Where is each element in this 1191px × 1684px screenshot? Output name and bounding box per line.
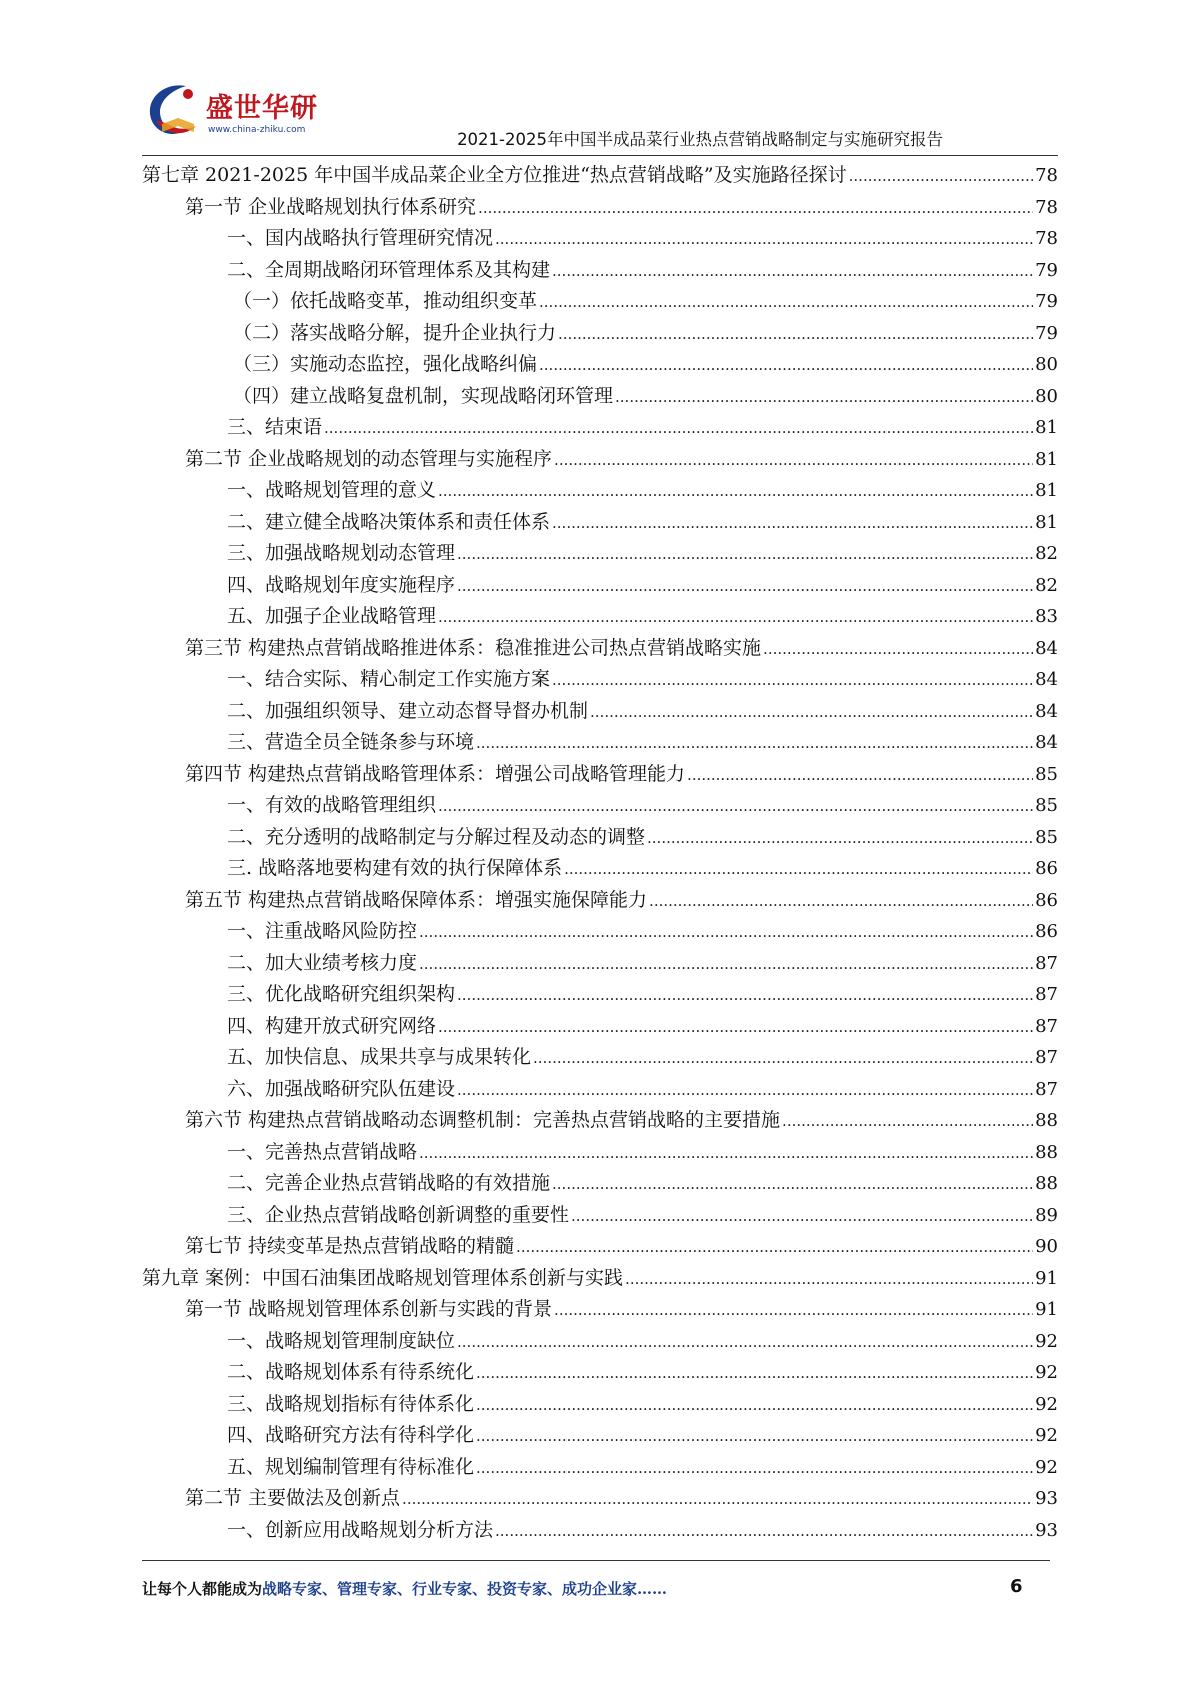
toc-entry[interactable] — [142, 412, 1058, 444]
toc-entry-title: （三）实施动态监控，强化战略纠偏 — [233, 353, 538, 375]
toc-entry-title: 五、规划编制管理有待标准化 — [227, 1455, 475, 1478]
toc-entry[interactable] — [142, 790, 1058, 822]
toc-entry-title: （二）落实战略分解，提升企业执行力 — [233, 321, 557, 344]
toc-leader-dots — [558, 319, 1033, 351]
toc-leader-dots — [438, 602, 1033, 634]
toc-entry-page: 84 — [1035, 637, 1058, 659]
page-number: 6 — [1010, 1576, 1023, 1597]
toc-leader-dots — [495, 1516, 1033, 1548]
toc-leader-dots — [615, 382, 1033, 414]
toc-entry-title: 四、战略规划年度实施程序 — [227, 573, 456, 596]
logo-name: 盛世华研 — [206, 93, 318, 124]
page-header — [0, 0, 1191, 160]
toc-entry-page: 86 — [1035, 889, 1058, 911]
toc-entry-page: 92 — [1035, 1330, 1058, 1352]
header-divider — [142, 155, 1058, 156]
toc-leader-dots — [552, 508, 1033, 540]
toc-leader-dots — [571, 1201, 1033, 1233]
toc-entry-page: 81 — [1035, 480, 1058, 501]
toc-leader-dots — [554, 1295, 1033, 1327]
toc-leader-dots — [647, 823, 1033, 855]
toc-entry-title: 第三节 构建热点营销战略推进体系：稳准推进公司热点营销战略实施 — [185, 636, 762, 659]
toc-entry-title: 六、加强战略研究队伍建设 — [227, 1077, 456, 1100]
toc-leader-dots — [552, 665, 1033, 697]
toc-entry[interactable] — [142, 979, 1058, 1011]
toc-entry-page: 78 — [1035, 228, 1058, 249]
toc-entry-title: 一、完善热点营销战略 — [227, 1140, 418, 1163]
toc-entry-title: 一、战略规划管理的意义 — [227, 479, 437, 501]
toc-entry-page: 81 — [1035, 448, 1058, 470]
toc-entry-title: 二、充分透明的战略制定与分解过程及动态的调整 — [227, 825, 646, 848]
toc-entry-page: 78 — [1035, 165, 1058, 186]
toc-entry[interactable] — [142, 1294, 1058, 1326]
toc-entry[interactable] — [142, 1105, 1058, 1137]
toc-leader-dots — [419, 949, 1033, 981]
toc-leader-dots — [533, 1043, 1033, 1075]
toc-entry-page: 85 — [1035, 795, 1058, 816]
toc-entry-title: 二、加强组织领导、建立动态督导督办机制 — [227, 699, 589, 722]
toc-leader-dots — [552, 1169, 1033, 1201]
toc-entry-title: 三、结束语 — [227, 416, 323, 438]
toc-entry-title: 三、加强战略规划动态管理 — [227, 542, 456, 564]
report-title: 2021-2025年中国半成品菜行业热点营销战略制定与实施研究报告 — [457, 130, 943, 149]
toc-leader-dots — [457, 539, 1033, 571]
toc-entry-page: 88 — [1035, 1110, 1058, 1131]
toc-entry-title: 二、加大业绩考核力度 — [227, 951, 418, 974]
toc-entry[interactable] — [142, 601, 1058, 633]
toc-entry-title: 三、优化战略研究组织架构 — [227, 983, 456, 1005]
toc-entry-title: 第一节 企业战略规划执行体系研究 — [185, 195, 477, 218]
toc-entry[interactable] — [142, 1483, 1058, 1515]
toc-entry[interactable] — [142, 1137, 1058, 1169]
toc-entry-title: 第二节 企业战略规划的动态管理与实施程序 — [185, 447, 553, 470]
toc-entry[interactable] — [142, 381, 1058, 413]
toc-entry[interactable] — [142, 822, 1058, 854]
toc-entry-title: 三、企业热点营销战略创新调整的重要性 — [227, 1203, 570, 1226]
toc-leader-dots — [402, 1484, 1033, 1516]
toc-entry-title: 二、完善企业热点营销战略的有效措施 — [227, 1172, 551, 1194]
toc-entry-page: 87 — [1035, 1047, 1058, 1068]
toc-entry-page: 79 — [1035, 291, 1058, 312]
toc-entry-page: 87 — [1035, 952, 1058, 974]
toc-entry[interactable] — [142, 570, 1058, 602]
toc-entry-title: 第九章 案例：中国石油集团战略规划管理体系创新与实践 — [142, 1266, 624, 1289]
toc-entry[interactable] — [142, 318, 1058, 350]
toc-leader-dots — [438, 1012, 1033, 1044]
toc-leader-dots — [782, 1106, 1033, 1138]
toc-entry-title: 一、国内战略执行管理研究情况 — [227, 227, 494, 249]
toc-entry[interactable] — [142, 1200, 1058, 1232]
table-of-contents — [142, 160, 1058, 1546]
toc-entry-page: 85 — [1035, 763, 1058, 785]
toc-entry[interactable] — [142, 1389, 1058, 1421]
toc-leader-dots — [590, 697, 1033, 729]
toc-leader-dots — [564, 854, 1033, 886]
toc-entry-page: 86 — [1035, 858, 1058, 879]
toc-entry-page: 83 — [1035, 606, 1058, 627]
toc-entry[interactable] — [142, 727, 1058, 759]
toc-entry-page: 79 — [1035, 259, 1058, 281]
toc-leader-dots — [476, 728, 1033, 760]
toc-entry-title: 第七节 持续变革是热点营销战略的精髓 — [185, 1235, 515, 1257]
toc-entry[interactable] — [142, 633, 1058, 665]
toc-entry-title: （一）依托战略变革，推动组织变革 — [233, 290, 538, 312]
toc-entry-title: 一、注重战略风险防控 — [227, 920, 418, 942]
toc-leader-dots — [476, 1390, 1033, 1422]
toc-entry-title: 第六节 构建热点营销战略动态调整机制：完善热点营销战略的主要措施 — [185, 1109, 781, 1131]
toc-entry-title: 四、构建开放式研究网络 — [227, 1014, 437, 1037]
toc-entry[interactable] — [142, 1263, 1058, 1295]
toc-entry-page: 87 — [1035, 984, 1058, 1005]
toc-leader-dots — [457, 980, 1033, 1012]
toc-entry-title: 二、战略规划体系有待系统化 — [227, 1361, 475, 1383]
toc-entry[interactable] — [142, 160, 1058, 192]
slogan-lead: 让每个人都能成为 — [142, 1580, 263, 1598]
toc-entry-page: 84 — [1035, 700, 1058, 722]
toc-entry-page: 84 — [1035, 669, 1058, 690]
toc-entry-title: （四）建立战略复盘机制，实现战略闭环管理 — [233, 384, 614, 407]
toc-entry-title: 二、全周期战略闭环管理体系及其构建 — [227, 258, 551, 281]
company-logo — [142, 80, 342, 150]
toc-entry[interactable] — [142, 759, 1058, 791]
toc-entry[interactable] — [142, 1452, 1058, 1484]
toc-entry-title: 一、结合实际、精心制定工作实施方案 — [227, 668, 551, 690]
toc-entry-title: 第五节 构建热点营销战略保障体系：增强实施保障能力 — [185, 888, 648, 911]
toc-leader-dots — [552, 256, 1033, 288]
toc-entry[interactable] — [142, 1231, 1058, 1263]
toc-entry-page: 82 — [1035, 543, 1058, 564]
toc-leader-dots — [438, 791, 1033, 823]
toc-entry[interactable] — [142, 916, 1058, 948]
toc-leader-dots — [763, 634, 1033, 666]
toc-entry[interactable] — [142, 1074, 1058, 1106]
toc-entry-page: 82 — [1035, 574, 1058, 596]
toc-entry-title: 一、创新应用战略规划分析方法 — [227, 1518, 494, 1541]
toc-leader-dots — [419, 917, 1033, 949]
toc-entry[interactable] — [142, 1168, 1058, 1200]
toc-entry-title: 五、加快信息、成果共享与成果转化 — [227, 1046, 532, 1068]
toc-entry[interactable] — [142, 696, 1058, 728]
toc-entry-title: 第四节 构建热点营销战略管理体系：增强公司战略管理能力 — [185, 762, 686, 785]
logo-swirl-icon — [142, 80, 202, 144]
toc-entry-page: 92 — [1035, 1362, 1058, 1383]
toc-entry[interactable] — [142, 538, 1058, 570]
toc-entry-page: 90 — [1035, 1236, 1058, 1257]
toc-leader-dots — [554, 445, 1033, 477]
toc-entry[interactable] — [142, 1011, 1058, 1043]
toc-entry-page: 91 — [1035, 1299, 1058, 1320]
toc-leader-dots — [495, 224, 1033, 256]
toc-entry-page: 92 — [1035, 1425, 1058, 1446]
toc-entry[interactable] — [142, 475, 1058, 507]
toc-entry-title: 一、有效的战略管理组织 — [227, 794, 437, 816]
toc-leader-dots — [438, 476, 1033, 508]
toc-entry[interactable] — [142, 349, 1058, 381]
toc-entry-page: 86 — [1035, 921, 1058, 942]
toc-entry-title: 三、战略规划指标有待体系化 — [227, 1392, 475, 1415]
toc-leader-dots — [478, 193, 1033, 225]
toc-entry-title: 第一节 战略规划管理体系创新与实践的背景 — [185, 1298, 553, 1320]
toc-entry[interactable] — [142, 853, 1058, 885]
toc-leader-dots — [476, 1358, 1033, 1390]
toc-entry-page: 89 — [1035, 1204, 1058, 1226]
toc-entry[interactable] — [142, 507, 1058, 539]
toc-entry-page: 84 — [1035, 732, 1058, 753]
toc-entry-page: 87 — [1035, 1015, 1058, 1037]
toc-entry[interactable] — [142, 1042, 1058, 1074]
toc-entry-page: 88 — [1035, 1141, 1058, 1163]
toc-entry-page: 78 — [1035, 196, 1058, 218]
toc-entry-page: 88 — [1035, 1173, 1058, 1194]
toc-entry-title: 四、战略研究方法有待科学化 — [227, 1424, 475, 1446]
toc-entry[interactable] — [142, 223, 1058, 255]
toc-entry-page: 91 — [1035, 1267, 1058, 1289]
logo-url: www.china-zhiku.com — [208, 125, 306, 135]
footer-slogan — [142, 1578, 667, 1599]
toc-leader-dots — [687, 760, 1033, 792]
toc-leader-dots — [476, 1453, 1033, 1485]
toc-entry[interactable] — [142, 192, 1058, 224]
toc-leader-dots — [516, 1232, 1033, 1264]
toc-entry-page: 92 — [1035, 1456, 1058, 1478]
toc-entry-title: 二、建立健全战略决策体系和责任体系 — [227, 510, 551, 533]
toc-entry[interactable] — [142, 664, 1058, 696]
toc-entry-page: 87 — [1035, 1078, 1058, 1100]
toc-leader-dots — [324, 413, 1033, 445]
toc-entry-title: 三. 战略落地要构建有效的执行保障体系 — [227, 857, 563, 879]
toc-entry[interactable] — [142, 255, 1058, 287]
toc-entry-page: 81 — [1035, 511, 1058, 533]
toc-entry-page: 85 — [1035, 826, 1058, 848]
toc-entry-page: 81 — [1035, 417, 1058, 438]
toc-leader-dots — [419, 1138, 1033, 1170]
toc-leader-dots — [476, 1421, 1033, 1453]
slogan-roles: 战略专家、管理专家、行业专家、投资专家、成功企业家…… — [262, 1580, 668, 1598]
toc-entry-title: 三、营造全员全链条参与环境 — [227, 731, 475, 753]
toc-entry-title: 第二节 主要做法及创新点 — [185, 1487, 401, 1509]
toc-leader-dots — [625, 1264, 1033, 1296]
toc-entry[interactable] — [142, 1326, 1058, 1358]
toc-entry-page: 80 — [1035, 385, 1058, 407]
toc-entry[interactable] — [142, 1357, 1058, 1389]
toc-entry[interactable] — [142, 1420, 1058, 1452]
toc-entry-title: 五、加强子企业战略管理 — [227, 605, 437, 627]
toc-entry-page: 80 — [1035, 354, 1058, 375]
toc-entry-page: 93 — [1035, 1519, 1058, 1541]
toc-entry[interactable] — [142, 948, 1058, 980]
toc-leader-dots — [457, 1075, 1033, 1107]
toc-leader-dots — [539, 350, 1033, 382]
toc-entry-title: 一、战略规划管理制度缺位 — [227, 1329, 456, 1352]
toc-leader-dots — [457, 1327, 1033, 1359]
toc-entry-page: 92 — [1035, 1393, 1058, 1415]
toc-entry[interactable] — [142, 1515, 1058, 1547]
toc-leader-dots — [539, 287, 1033, 319]
toc-leader-dots — [849, 161, 1033, 193]
toc-entry[interactable] — [142, 444, 1058, 476]
toc-entry[interactable] — [142, 885, 1058, 917]
toc-entry-page: 79 — [1035, 322, 1058, 344]
toc-entry-title: 第七章 2021-2025 年中国半成品菜企业全方位推进“热点营销战略”及实施路径探讨 — [142, 164, 847, 186]
toc-leader-dots — [457, 571, 1033, 603]
toc-leader-dots — [649, 886, 1033, 918]
toc-entry-page: 93 — [1035, 1488, 1058, 1509]
footer-divider — [142, 1560, 1050, 1561]
toc-entry[interactable] — [142, 286, 1058, 318]
